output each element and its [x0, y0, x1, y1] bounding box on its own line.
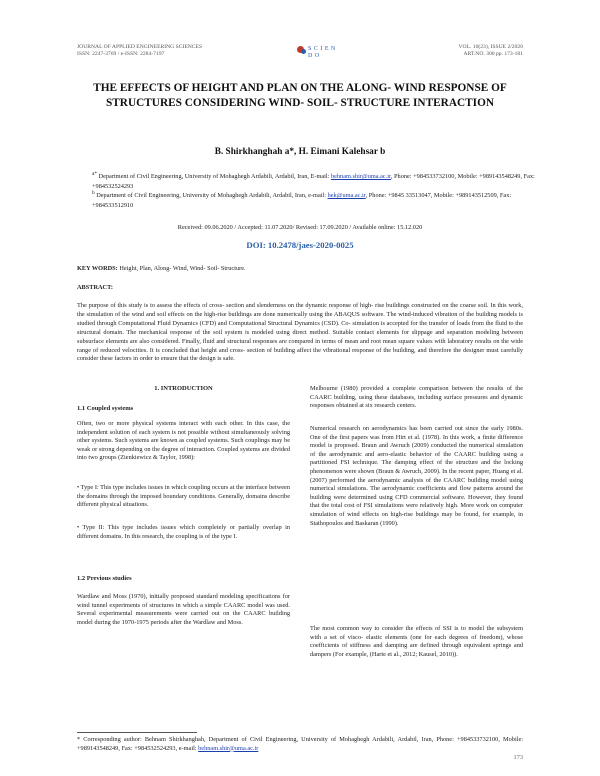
doi-link[interactable]: DOI: 10.2478/jaes-2020-0025 [246, 240, 354, 250]
paragraph-previous-studies: Wardlaw and Moss (1970), initially proposed standard modeling specifications for wind tunnel experiments of structures in which a simple CAARC model was used. Several experimental measurements were carried out on the CAARC building model during the 1970-1975 periods after the Wardlaw and Moss. [77, 593, 290, 626]
paragraph-numerical-research: Numerical research on aerodynamics has been carried out since the early 1980s. One of the first papers was from Hirt et al. (1978). In this work, a finite difference model is proposed. Braun and Awruch (2009) conducted the numerical simulation of the aerodynamic and aero-elastic behavior of the CAARC building using a partitioned FSI technique. The damping effect of the structure and the locking phenomenon were shown (Braun & Awruch, 2009). In the recent paper, Huang et al. (2007) performed the aerodynamic analysis of the CAARC building model using numerical simulations. The aerodynamic coefficients and flow patterns around the building were determined using CFD commercial software. However, they found that the total cost of FSI simulations were relatively high. More work on computer simulation of wind effects on high-rise buildings may be found, for example, in Stathopoulos and Baskaran (1990). [310, 425, 523, 527]
paragraph-melbourne: Melbourne (1980) provided a complete comparison between the results of the CAARC building, using these databases, including surface pressures and dynamic responses obtained at six research centers. [310, 385, 523, 410]
footnote-divider [77, 732, 197, 733]
author-list: B. Shirkhanghah a*, H. Eimani Kalehsar b [214, 147, 386, 157]
footnote-email-link[interactable]: behnam.shir@uma.ac.ir [198, 744, 259, 752]
affiliation-b [92, 189, 540, 210]
article-number: ART.NO. 300 pp. 173-181 [463, 51, 523, 57]
keywords [77, 265, 523, 272]
bullet-type-two: • Type II: This type includes issues which completely or partially overlap in different domains. In this research, the coupling is of the type I. [77, 524, 290, 540]
issue-volume: VOL. 10(23), ISSUE 2/2020 [458, 44, 523, 50]
affiliation-b-email-link[interactable]: hek@uma.ac.ir [327, 192, 366, 200]
corresponding-author-footnote [77, 736, 523, 753]
publisher-logo [297, 45, 337, 59]
paragraph-coupled-systems: Often, two or more physical systems interact with each other. In this case, the independent solution of each system is not possible without simultaneously solving other systems. Such systems are known as coupled systems. Such couplings may be weak or strong depending on the degree of interaction. Coupled systems are divided into two groups (Zienkiewicz & Taylor, 1998): [77, 420, 290, 462]
article-dates: Received: 09.06.2020 / Accepted: 11.07.2020/ Revised: 17.09.2020 / Available online: 15.12.020 [177, 224, 423, 231]
issue-info [459, 44, 523, 58]
journal-name: JOURNAL OF APPLIED ENGINEERING SCIENCES [77, 44, 203, 50]
abstract-text: The purpose of this study is to assess the effects of cross- section and slenderness on the dynamic response of high- rise buildings constructed on the coarse soil. In this work, the simulation of the wind and soil effects on the high-rise buildings are done numerically using the ABAQUS software. The wind-induced vibration of the building models is studied through Computational Fluid Dynamics (CFD) and Computational Structural Dynamics (CSD). Co- simulation is accepted for the transfer of loads from the fluid to the structural domain. The mechanical response of the soil system is modeled using direct method. Suitable contact elements for slippage and separation modeling between subsurface elements are also considered. Finally, fluid and structural responses are compared in terms of mean and root mean square values with laboratory results on the wide range of reduced velocities. It is concluded that height and cross- section of building affect the vibrational response of the building, and therefore the designer must carefully consider these factors in order to ensure that the design is safe. [77, 302, 523, 363]
abstract-heading: ABSTRACT: [77, 284, 113, 291]
paragraph-ssi: The most common way to consider the effects of SSI is to model the subsystem with a set of visco- elastic elements (one for each degrees of freedom), whose coefficients of stiffness and damping are defined through equivalent springs and dampers (For example, (Harte et al., 2012; Kausel, 2010)). [310, 625, 523, 658]
bullet-type-one: • Type I: This type includes issues in which coupling occurs at the interface between the domains through the imposed boundary conditions. Generally, domains describe different physical situations. [77, 484, 290, 509]
section-introduction-heading: 1. INTRODUCTION [154, 385, 213, 392]
page-number: 173 [513, 754, 523, 761]
affiliation-b-text: Department of Civil Engineering, University of Mohaghegh Ardabili, Ardabil, Iran, e-mail: [96, 192, 326, 200]
affiliation-a-text: Department of Civil Engineering, University of Mohaghegh Ardabili, Ardabil, Iran, E-mail: [98, 173, 330, 181]
affiliation-a-contact: , Phone: +984533732100, Mobile: +989143548249, Fax: +984532524293 [92, 173, 535, 190]
journal-info [77, 44, 202, 58]
keywords-label: KEY WORDS: [77, 265, 118, 272]
running-header [77, 44, 523, 64]
affiliation-a-marker: a* [92, 171, 97, 177]
affiliation-a-email-link[interactable]: behnam.shir@uma.ac.ir [330, 173, 391, 181]
affiliation-b-marker: b [92, 190, 95, 196]
paper-title: THE EFFECTS OF HEIGHT AND PLAN ON THE ALONG- WIND RESPONSE OF STRUCTURES CONSIDERING WIND- SOIL- STRUCTURE INTERACTION [93, 82, 507, 109]
affiliation-b-contact: , Phone: +9845 33513047, Mobile: +989143512509, Fax: +984533512910 [92, 192, 512, 209]
logo-mark-secondary-icon [301, 49, 306, 54]
affiliation-a [92, 170, 540, 191]
footnote-text: * Corresponding author: Behnam Shirkhanghah, Department of Civil Engineering, University of Mohaghegh Ardabili, Ardabil, Iran, Phone: +984533732100, Mobile: +989143548249, Fax: +984532524293, e-mail: [77, 736, 523, 752]
section-previous-studies-heading: 1.2 Previous studies [77, 575, 132, 582]
keywords-text: Height, Plan, Along- Wind, Wind- Soil- Structure. [117, 265, 246, 272]
logo-text: S C I E N D O [308, 46, 336, 59]
section-coupled-systems-heading: 1.1 Coupled systems [77, 405, 134, 412]
journal-issn: ISSN: 2247-3769 / e-ISSN: 2284-7197 [77, 51, 165, 57]
